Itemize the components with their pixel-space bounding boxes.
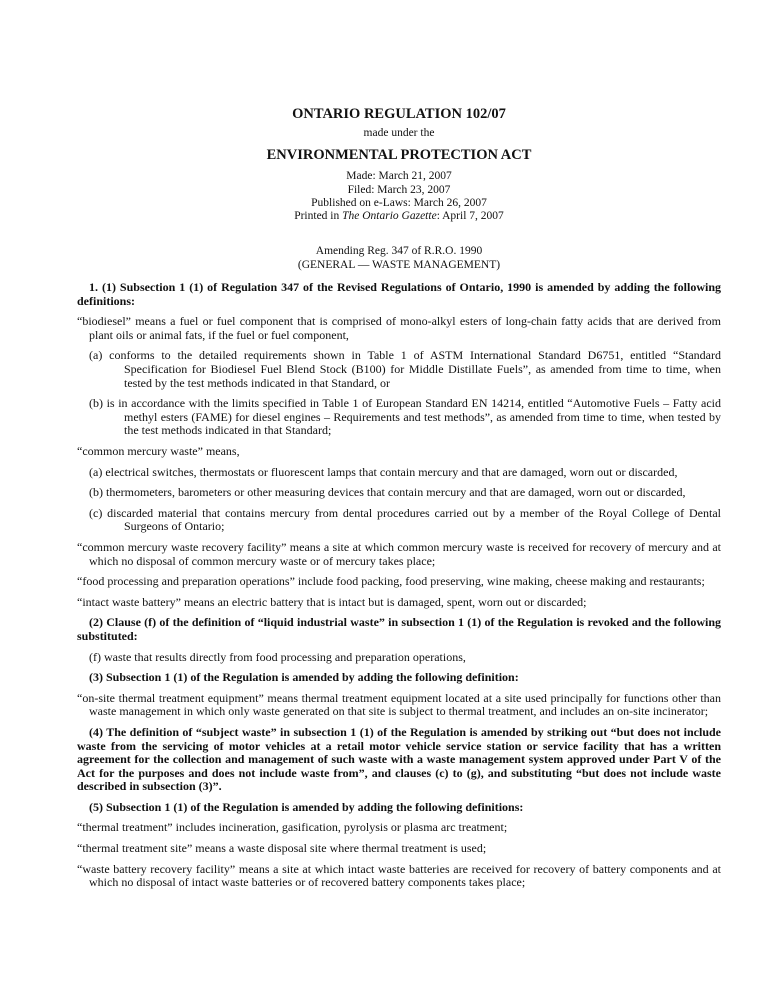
clause-biodiesel-a: (a) conforms to the detailed requirements shown in Table 1 of ASTM International Standard D6751, entitled “Standard Specification for Biodiesel Fuel Blend Stock (B100) for Middle Distillate Fuels”, as amended from time to time, when tested by the test methods indicated in that Standard, or: [89, 348, 721, 390]
section-1-2: (2) Clause (f) of the definition of “liquid industrial waste” in subsection 1 (1) of the Regulation is revoked and the following substituted:: [77, 615, 721, 643]
regulation-header: [77, 105, 721, 272]
definition-thermal-treatment-site: “thermal treatment site” means a waste disposal site where thermal treatment is used;: [77, 841, 487, 856]
definition-intact-waste-battery: “intact waste battery” means an electric battery that is intact but is damaged, spent, worn out or discarded;: [77, 594, 587, 609]
made-under-label: made under the: [363, 127, 435, 139]
section-1-1: 1. (1) Subsection 1 (1) of Regulation 347 of the Revised Regulations of Ontario, 1990 is amended by adding the following definitions:: [77, 280, 721, 308]
clause-f: (f) waste that results directly from food processing and preparation operations,: [89, 649, 466, 664]
definition-cmw-recovery-facility: “common mercury waste recovery facility” means a site at which common mercury waste is received for recovery of mercury and at which no disposal of common mercury waste or of mercury takes place;: [77, 539, 721, 568]
clause-cmw-c: (c) discarded material that contains mercury from dental procedures carried out by a member of the Royal College of Dental Surgeons of Ontario;: [89, 505, 721, 534]
definition-onsite-thermal: “on-site thermal treatment equipment” means thermal treatment equipment located at a site used principally for functions other than waste management in which only waste generated on that site is subject to thermal treatment, and includes an on-site incinerator;: [77, 690, 721, 719]
regulation-title: ONTARIO REGULATION 102/07: [292, 106, 506, 122]
amending-line: Amending Reg. 347 of R.R.O. 1990: [315, 245, 483, 258]
filed-date: Filed: March 23, 2007: [347, 183, 451, 196]
act-title: ENVIRONMENTAL PROTECTION ACT: [266, 147, 532, 164]
published-date: Published on e-Laws: March 26, 2007: [311, 196, 487, 209]
clause-cmw-b: (b) thermometers, barometers or other measuring devices that contain mercury and that are damaged, worn out or discarded,: [89, 485, 686, 500]
printed-prefix: Printed in: [294, 210, 343, 223]
definition-common-mercury-waste: “common mercury waste” means,: [77, 444, 240, 459]
definition-food-processing: “food processing and preparation operations” include food packing, food preserving, wine making, cheese making and restaurants;: [77, 574, 705, 589]
section-1-5: (5) Subsection 1 (1) of the Regulation is amended by adding the following definitions:: [89, 799, 524, 814]
definition-biodiesel: “biodiesel” means a fuel or fuel component that is comprised of mono-alkyl esters of long-chain fatty acids that are derived from plant oils or animal fats, if the fuel or fuel component,: [77, 314, 721, 342]
gazette-name: The Ontario Gazette: [342, 210, 437, 223]
printed-date: [77, 210, 721, 223]
clause-biodiesel-b: (b) is in accordance with the limits specified in Table 1 of European Standard EN 14214, entitled “Automotive Fuels – Fatty acid methyl esters (FAME) for diesel engines – Requirements and test methods”, as amended from time to time, when tested by the test methods indicated in that Standard;: [89, 396, 721, 438]
amending-subtitle: (GENERAL — WASTE MANAGEMENT): [297, 258, 501, 271]
section-1-3: (3) Subsection 1 (1) of the Regulation is amended by adding the following definition:: [89, 670, 519, 685]
definition-waste-battery-recovery: “waste battery recovery facility” means a site at which intact waste batteries are received for recovery of battery components and at which no disposal of intact waste batteries or of recovered battery components takes place;: [77, 861, 721, 890]
made-date: Made: March 21, 2007: [346, 170, 452, 183]
definition-thermal-treatment: “thermal treatment” includes incineration, gasification, pyrolysis or plasma arc treatment;: [77, 820, 508, 835]
printed-suffix: : April 7, 2007: [436, 210, 504, 223]
section-1-4: (4) The definition of “subject waste” in subsection 1 (1) of the Regulation is amended by striking out “but does not include waste from the servicing of motor vehicles at a retail motor vehicle service station or service facility that has a written agreement for the collection and management of such waste with a waste management system approved under Part V of the Act for the purposes and does not include waste from”, and clauses (c) to (g), and substituting “but does not include waste described in subsection (3)”.: [77, 724, 721, 794]
clause-cmw-a: (a) electrical switches, thermostats or fluorescent lamps that contain mercury and that are damaged, worn out or discarded,: [89, 464, 678, 479]
